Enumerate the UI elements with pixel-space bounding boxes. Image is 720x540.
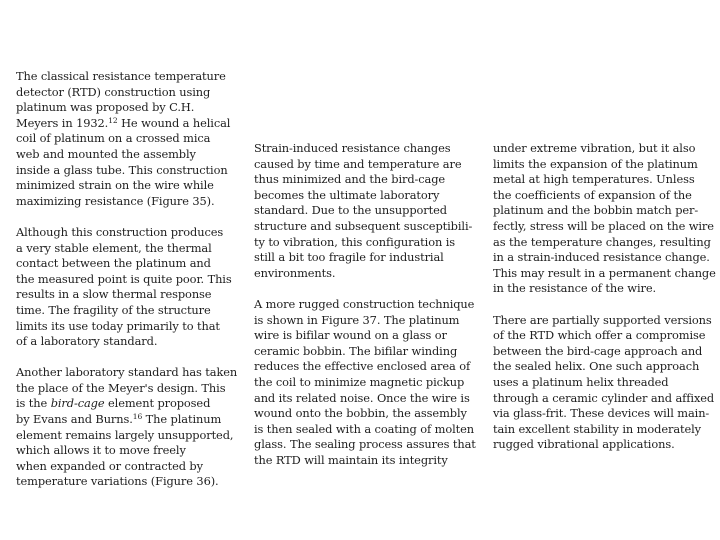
text-line: time. The fragility of the structure — [16, 302, 211, 317]
text-line: This may result in a permanent change — [493, 265, 716, 280]
text-line: of a laboratory standard. — [16, 334, 158, 349]
text-fragment: The platinum — [142, 412, 222, 427]
text-line: the coefficients of expansion of the — [493, 187, 692, 202]
text-line: ceramic bobbin. The bifilar winding — [254, 343, 458, 358]
text-line: thus minimized and the bird-cage — [254, 172, 446, 187]
text-line: uses a platinum helix threaded — [493, 374, 669, 389]
text-line: through a ceramic cylinder and affixed — [493, 390, 715, 405]
text-line: in the resistance of the wire. — [493, 281, 657, 296]
text-line: A more rugged construction technique — [254, 296, 475, 311]
text-line: fectly, stress will be placed on the wire — [493, 218, 714, 233]
text-line: element remains largely unsupported, — [16, 427, 234, 442]
text-line: is then sealed with a coating of molten — [254, 421, 474, 436]
text-fragment: by Evans and Burns. — [16, 412, 133, 427]
text-fragment: element proposed — [104, 396, 211, 411]
text-line: inside a glass tube. This construction — [16, 162, 228, 177]
text-line: maximizing resistance (Figure 35). — [16, 193, 215, 208]
text-line: the measured point is quite poor. This — [16, 271, 232, 286]
paragraph-vibration — [493, 141, 715, 297]
text-line: the place of the Meyer's design. This — [16, 380, 226, 395]
text-line: rugged vibrational applications. — [493, 437, 675, 452]
text-line: the RTD will maintain its integrity — [254, 452, 448, 467]
text-line: Strain-induced resistance changes — [254, 141, 451, 155]
text-fragment: is the — [16, 396, 51, 411]
paragraph-rugged-construction — [254, 297, 476, 469]
text-line — [16, 396, 238, 412]
text-line: Although this construction produces — [16, 224, 224, 239]
text-line: tain excellent stability in moderately — [493, 421, 702, 436]
text-line: metal at high temperatures. Unless — [493, 172, 695, 187]
text-line: of the RTD which offer a compromise — [493, 328, 706, 343]
text-line: environments. — [254, 265, 336, 280]
text-line: in a strain-induced resistance change. — [493, 250, 710, 265]
text-column-1 — [16, 69, 238, 506]
text-line: platinum and the bobbin match per- — [493, 203, 699, 218]
text-line: and its related noise. Once the wire is — [254, 390, 470, 405]
text-line: the coil to minimize magnetic pickup — [254, 374, 465, 389]
text-line: the sealed helix. One such approach — [493, 359, 700, 374]
text-line: coil of platinum on a crossed mica — [16, 131, 211, 146]
text-line: temperature variations (Figure 36). — [16, 474, 219, 489]
text-column-3 — [493, 141, 715, 468]
text-line: The classical resistance temperature — [16, 69, 226, 83]
text-line: platinum was proposed by C.H. — [16, 100, 195, 115]
text-line: results in a slow thermal response — [16, 287, 212, 302]
text-line: web and mounted the assembly — [16, 146, 196, 161]
footnote-ref: 12 — [108, 115, 118, 125]
text-fragment: He wound a helical — [117, 115, 231, 130]
text-line: via glass-frit. These devices will main- — [493, 406, 710, 421]
text-line: wire is bifilar wound on a glass or — [254, 328, 447, 343]
text-line: contact between the platinum and — [16, 256, 211, 271]
text-line — [16, 412, 238, 428]
paragraph-rtd-history — [16, 69, 238, 209]
text-line: glass. The sealing process assures that — [254, 437, 476, 452]
text-fragment: Meyers in 1932. — [16, 115, 109, 130]
paragraph-bird-cage — [16, 365, 238, 490]
text-line: ty to vibration, this configuration is — [254, 234, 455, 249]
text-line: wound onto the bobbin, the assembly — [254, 406, 467, 421]
text-line: There are partially supported versions — [493, 312, 712, 327]
text-line: minimized strain on the wire while — [16, 178, 214, 193]
text-line: under extreme vibration, but it also — [493, 141, 696, 155]
text-line: limits its use today primarily to that — [16, 318, 220, 333]
text-line: still a bit too fragile for industrial — [254, 250, 444, 265]
text-line: as the temperature changes, resulting — [493, 234, 711, 249]
footnote-ref: 16 — [132, 412, 143, 422]
emphasis-term: bird-cage — [50, 396, 105, 411]
text-line: when expanded or contracted by — [16, 458, 203, 473]
paragraph-strain-induced — [254, 141, 476, 281]
text-line: detector (RTD) construction using — [16, 84, 211, 99]
text-column-2 — [254, 141, 476, 484]
text-line: is shown in Figure 37. The platinum — [254, 312, 460, 327]
text-line — [16, 116, 238, 132]
text-line: limits the expansion of the platinum — [493, 156, 698, 171]
text-line: a very stable element, the thermal — [16, 240, 212, 255]
text-line: Another laboratory standard has taken — [16, 365, 238, 380]
paragraph-partially-supported — [493, 313, 715, 453]
text-line: between the bird-cage approach and — [493, 343, 703, 358]
text-line: caused by time and temperature are — [254, 156, 462, 171]
paragraph-stability — [16, 225, 238, 350]
text-line: standard. Due to the unsupported — [254, 203, 447, 218]
text-line: becomes the ultimate laboratory — [254, 187, 440, 202]
text-line: reduces the effective enclosed area of — [254, 359, 471, 374]
text-line: which allows it to move freely — [16, 443, 186, 458]
text-line: structure and subsequent susceptibili- — [254, 218, 473, 233]
